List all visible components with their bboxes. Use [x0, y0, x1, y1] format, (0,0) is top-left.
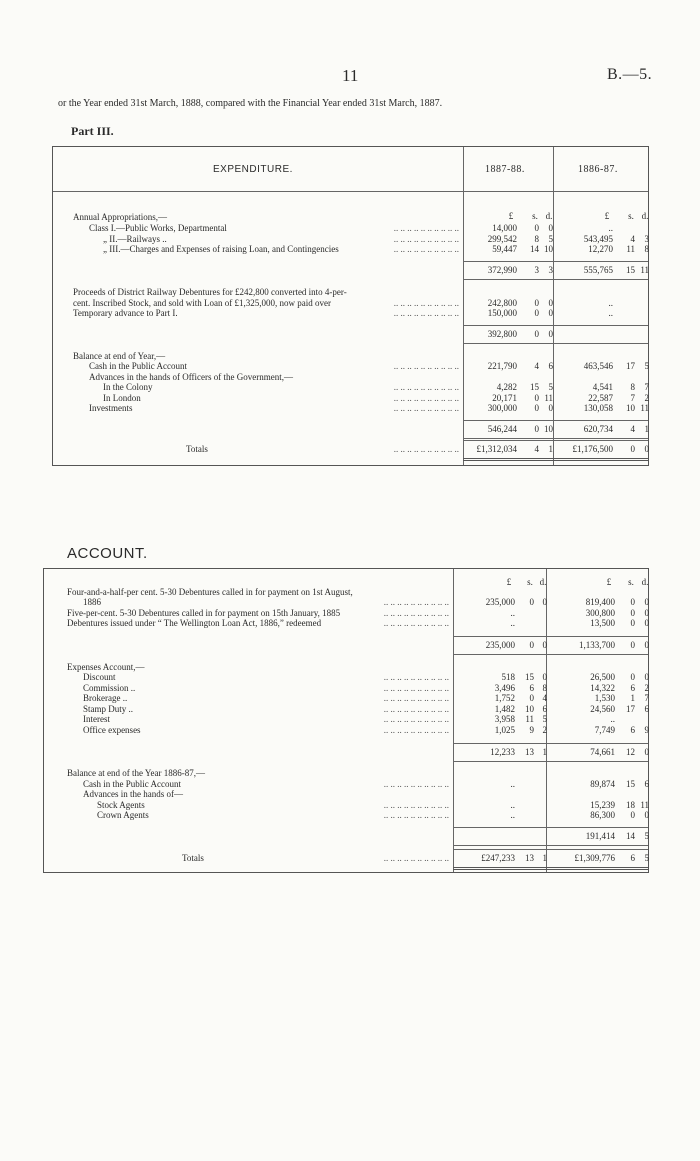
- amount-1886-87-shillings: 6: [630, 683, 635, 693]
- amount-1886-87-pence: 7: [644, 382, 649, 392]
- leader-dots: .. .. .. .. .. .. .. .. .. ..: [393, 223, 459, 233]
- leader-dots: .. .. .. .. .. .. .. .. .. ..: [383, 683, 449, 693]
- row-label: Advances in the hands of—: [83, 789, 183, 799]
- row-label: Debentures issued under “ The Wellington Loan Act, 1886,” redeemed: [67, 618, 322, 628]
- column-1887-88: 1887-88.: [485, 164, 525, 175]
- amount-1886-87-pence: 6: [644, 704, 649, 714]
- amount-1887-88-pounds: 3,496: [494, 683, 515, 693]
- table-row: [53, 361, 648, 372]
- amount-1886-87-pounds: 1,530: [594, 693, 615, 703]
- leader-dots: .. .. .. .. .. .. .. .. .. ..: [393, 444, 459, 454]
- amount-1886-87-shillings: 17: [626, 361, 635, 371]
- row-label: „ III.—Charges and Expenses of raising Loan, and Contingencies: [103, 244, 339, 254]
- table-row: [53, 308, 648, 319]
- leader-dots: .. .. .. .. .. .. .. .. .. ..: [383, 618, 449, 628]
- amount-1887-88-pence: 0: [548, 308, 553, 318]
- unit-label: d.: [641, 211, 649, 221]
- table-row: [44, 714, 648, 725]
- amount-1886-87-shillings: 18: [626, 800, 635, 810]
- amount-1886-87-pence: 11: [640, 800, 649, 810]
- unit-label: d.: [641, 577, 649, 587]
- amount-1886-87-shillings: 0: [630, 810, 635, 820]
- amount-1887-88-shillings: 0: [534, 424, 539, 434]
- amount-1887-88-pence: 8: [542, 683, 547, 693]
- amount-1886-87-shillings: 15: [626, 265, 635, 275]
- amount-1886-87-pounds: ..: [608, 298, 613, 308]
- amount-1886-87-pounds: 74,661: [590, 747, 615, 757]
- amount-1886-87-shillings: 10: [626, 403, 635, 413]
- leader-dots: .. .. .. .. .. .. .. .. .. ..: [393, 298, 459, 308]
- table-row: [44, 810, 648, 821]
- subtotal-rule: [463, 325, 648, 326]
- table-row: [44, 693, 648, 704]
- amount-1886-87-pence: 0: [644, 810, 649, 820]
- row-label: „ II.—Railways ..: [103, 234, 167, 244]
- amount-1886-87-shillings: 15: [626, 779, 635, 789]
- amount-1886-87-pounds: 130,058: [583, 403, 613, 413]
- amount-1887-88-pounds: 518: [501, 672, 515, 682]
- subtotal-rule: [463, 279, 648, 280]
- total-rule: [463, 440, 648, 441]
- amount-1886-87-pence: 0: [644, 747, 649, 757]
- amount-1886-87-pounds: 543,495: [583, 234, 613, 244]
- amount-1887-88-shillings: 0: [534, 223, 539, 233]
- amount-1887-88-shillings: 15: [530, 382, 539, 392]
- amount-1887-88-pence: 0: [542, 640, 547, 650]
- subtotal-row: [53, 265, 648, 276]
- row-label: Stock Agents: [97, 800, 145, 810]
- amount-1887-88-pounds: 3,958: [494, 714, 515, 724]
- amount-1886-87-shillings: 7: [630, 393, 635, 403]
- amount-1886-87-pence: 9: [644, 725, 649, 735]
- row-label: Temporary advance to Part I.: [73, 308, 178, 318]
- row-label: In the Colony: [103, 382, 153, 392]
- amount-1886-87-shillings: 6: [630, 725, 635, 735]
- subtotal-rule: [453, 845, 648, 846]
- amount-1886-87-pence: 5: [644, 853, 649, 863]
- amount-1886-87-pence: 6: [644, 779, 649, 789]
- amount-1886-87-pounds: 13,500: [590, 618, 615, 628]
- subtotal-row: [44, 747, 648, 758]
- amount-1887-88-shillings: 0: [529, 640, 534, 650]
- amount-1887-88-pounds: 235,000: [485, 597, 515, 607]
- row-label: Annual Appropriations,—: [73, 212, 167, 222]
- part-heading: Part III.: [71, 124, 114, 138]
- amount-1887-88-pounds: 546,244: [487, 424, 517, 434]
- subtotal-rule: [463, 438, 648, 439]
- amount-1887-88-pounds: 59,447: [492, 244, 517, 254]
- amount-1887-88-pence: 0: [548, 298, 553, 308]
- leader-dots: .. .. .. .. .. .. .. .. .. ..: [383, 800, 449, 810]
- leader-dots: .. .. .. .. .. .. .. .. .. ..: [383, 779, 449, 789]
- leader-dots: .. .. .. .. .. .. .. .. .. ..: [383, 608, 449, 618]
- row-label: Proceeds of District Railway Debentures for £242,800 converted into 4-per-: [73, 287, 347, 297]
- amount-1887-88-pence: 3: [548, 265, 553, 275]
- amount-1886-87-shillings: 0: [630, 640, 635, 650]
- row-label: Stamp Duty ..: [83, 704, 134, 714]
- leader-dots: .. .. .. .. .. .. .. .. .. ..: [393, 234, 459, 244]
- amount-1886-87-shillings: 11: [626, 244, 635, 254]
- amount-1887-88-shillings: 0: [534, 393, 539, 403]
- amount-1887-88-pounds: 392,800: [487, 329, 517, 339]
- amount-1887-88-pounds: ..: [510, 779, 515, 789]
- leader-dots: .. .. .. .. .. .. .. .. .. ..: [383, 693, 449, 703]
- row-label: Totals: [182, 853, 204, 863]
- expenditure-heading: EXPENDITURE.: [213, 164, 293, 175]
- amount-1886-87-pence: 0: [644, 608, 649, 618]
- amount-1886-87-pence: 11: [640, 265, 649, 275]
- unit-label: s.: [628, 211, 634, 221]
- subtotal-row: [44, 831, 648, 842]
- amount-1886-87-pounds: 26,500: [590, 672, 615, 682]
- amount-1887-88-shillings: 3: [534, 265, 539, 275]
- leader-dots: .. .. .. .. .. .. .. .. .. ..: [393, 361, 459, 371]
- amount-1886-87-shillings: 1: [630, 693, 635, 703]
- subtotal-rule: [453, 743, 648, 744]
- subtotal-row: [53, 329, 648, 340]
- amount-1887-88-pounds: 242,800: [487, 298, 517, 308]
- unit-label: £: [604, 211, 610, 221]
- amount-1886-87-pence: 3: [644, 234, 649, 244]
- row-label: In London: [103, 393, 141, 403]
- amount-1886-87-pounds: 4,541: [592, 382, 613, 392]
- subtotal-rule: [453, 761, 648, 762]
- amount-1886-87-pounds: ..: [608, 308, 613, 318]
- row-label: Brokerage ..: [83, 693, 128, 703]
- amount-1887-88-pence: 0: [548, 223, 553, 233]
- row-label: cent. Inscribed Stock, and sold with Loan of £1,325,000, now paid over: [73, 298, 331, 308]
- amount-1887-88-pence: 11: [544, 393, 553, 403]
- amount-1886-87-pence: 5: [644, 831, 649, 841]
- amount-1886-87-pounds: 191,414: [585, 831, 615, 841]
- row-label: Balance at end of Year,—: [73, 351, 166, 361]
- amount-1887-88-shillings: 0: [529, 693, 534, 703]
- page-number: 11: [342, 66, 359, 85]
- subtotal-rule: [453, 654, 648, 655]
- amount-1887-88-shillings: 0: [534, 298, 539, 308]
- amount-1886-87-pounds: 14,322: [590, 683, 615, 693]
- table-row: [44, 597, 648, 608]
- amount-1887-88-pounds: 150,000: [487, 308, 517, 318]
- table-row: [44, 618, 648, 629]
- row-label: Commission ..: [83, 683, 136, 693]
- amount-1886-87-shillings: 4: [630, 234, 635, 244]
- amount-1887-88-shillings: 15: [525, 672, 534, 682]
- amount-1886-87-pence: 5: [644, 361, 649, 371]
- amount-1886-87-pence: 0: [644, 640, 649, 650]
- amount-1886-87-pence: 0: [644, 672, 649, 682]
- subtotal-rule: [463, 343, 648, 344]
- amount-1886-87-pence: 0: [644, 618, 649, 628]
- amount-1887-88-pounds: ..: [510, 800, 515, 810]
- amount-1887-88-pounds: £247,233: [481, 853, 515, 863]
- amount-1886-87-pounds: ..: [608, 223, 613, 233]
- leader-dots: .. .. .. .. .. .. .. .. .. ..: [393, 308, 459, 318]
- amount-1887-88-pence: 0: [548, 329, 553, 339]
- leader-dots: .. .. .. .. .. .. .. .. .. ..: [393, 244, 459, 254]
- total-rule: [453, 849, 648, 850]
- amount-1887-88-pounds: £1,312,034: [476, 444, 517, 454]
- amount-1887-88-pence: 1: [542, 853, 547, 863]
- leader-dots: .. .. .. .. .. .. .. .. .. ..: [383, 704, 449, 714]
- amount-1887-88-shillings: 9: [529, 725, 534, 735]
- amount-1887-88-shillings: 11: [525, 714, 534, 724]
- unit-label: d.: [539, 577, 547, 587]
- amount-1887-88-pounds: 1,752: [494, 693, 515, 703]
- amount-1887-88-shillings: 10: [525, 704, 534, 714]
- amount-1887-88-pence: 6: [548, 361, 553, 371]
- amount-1886-87-shillings: 12: [626, 747, 635, 757]
- amount-1886-87-shillings: 0: [630, 444, 635, 454]
- leader-dots: .. .. .. .. .. .. .. .. .. ..: [383, 714, 449, 724]
- amount-1887-88-shillings: 4: [534, 444, 539, 454]
- amount-1886-87-shillings: 0: [630, 608, 635, 618]
- amount-1886-87-shillings: 17: [626, 704, 635, 714]
- table-row: [53, 382, 648, 393]
- table-row: [44, 768, 648, 779]
- amount-1887-88-shillings: 14: [530, 244, 539, 254]
- amount-1887-88-pounds: 14,000: [492, 223, 517, 233]
- amount-1887-88-pence: 5: [548, 382, 553, 392]
- amount-1887-88-pounds: 1,025: [494, 725, 515, 735]
- amount-1887-88-pence: 5: [548, 234, 553, 244]
- row-label: Four-and-a-half-per cent. 5-30 Debentures called in for payment on 1st August,: [67, 587, 353, 597]
- amount-1887-88-pounds: 1,482: [494, 704, 515, 714]
- amount-1886-87-shillings: 14: [626, 831, 635, 841]
- table-row: [53, 287, 648, 298]
- amount-1886-87-shillings: 6: [630, 853, 635, 863]
- amount-1887-88-pounds: ..: [510, 618, 515, 628]
- amount-1887-88-pounds: 221,790: [487, 361, 517, 371]
- page-subtitle: or the Year ended 31st March, 1888, compared with the Financial Year ended 31st March, 1887.: [58, 98, 443, 109]
- page-reference: B.—5.: [607, 66, 653, 83]
- amount-1886-87-shillings: 0: [630, 618, 635, 628]
- amount-1887-88-pence: 5: [542, 714, 547, 724]
- amount-1887-88-shillings: 8: [534, 234, 539, 244]
- amount-1886-87-pounds: £1,309,776: [574, 853, 615, 863]
- row-label: Totals: [186, 444, 208, 454]
- amount-1887-88-pounds: 235,000: [485, 640, 515, 650]
- row-label: Cash in the Public Account: [83, 779, 181, 789]
- amount-1886-87-shillings: 8: [630, 382, 635, 392]
- total-double-rule: [453, 867, 648, 870]
- total-double-rule: [463, 458, 648, 461]
- amount-1886-87-pence: 11: [640, 403, 649, 413]
- amount-1887-88-shillings: 4: [534, 361, 539, 371]
- leader-dots: .. .. .. .. .. .. .. .. .. ..: [393, 382, 459, 392]
- amount-1887-88-pounds: 12,233: [490, 747, 515, 757]
- amount-1886-87-pounds: 15,239: [590, 800, 615, 810]
- amount-1886-87-pounds: 555,765: [583, 265, 613, 275]
- amount-1886-87-pounds: 86,300: [590, 810, 615, 820]
- amount-1887-88-pounds: 372,990: [487, 265, 517, 275]
- leader-dots: .. .. .. .. .. .. .. .. .. ..: [383, 672, 449, 682]
- amount-1887-88-shillings: 0: [534, 308, 539, 318]
- amount-1887-88-pounds: ..: [510, 810, 515, 820]
- amount-1887-88-shillings: 0: [534, 329, 539, 339]
- amount-1887-88-pence: 1: [548, 444, 553, 454]
- amount-1887-88-pence: 10: [544, 424, 553, 434]
- leader-dots: .. .. .. .. .. .. .. .. .. ..: [383, 597, 449, 607]
- amount-1886-87-pounds: 300,800: [585, 608, 615, 618]
- amount-1887-88-pounds: 4,282: [496, 382, 517, 392]
- table-row: [44, 672, 648, 683]
- amount-1886-87-pence: 2: [644, 683, 649, 693]
- amount-1887-88-shillings: 0: [534, 403, 539, 413]
- amount-1886-87-pounds: ..: [610, 714, 615, 724]
- amount-1887-88-pence: 4: [542, 693, 547, 703]
- amount-1886-87-pence: 2: [644, 393, 649, 403]
- leader-dots: .. .. .. .. .. .. .. .. .. ..: [393, 393, 459, 403]
- amount-1887-88-pence: 6: [542, 704, 547, 714]
- leader-dots: .. .. .. .. .. .. .. .. .. ..: [383, 725, 449, 735]
- unit-label: £: [506, 577, 512, 587]
- amount-1886-87-shillings: 0: [630, 597, 635, 607]
- amount-1886-87-pounds: 22,587: [588, 393, 613, 403]
- amount-1886-87-pounds: 24,560: [590, 704, 615, 714]
- amount-1887-88-pence: 0: [542, 597, 547, 607]
- row-label: 1886: [83, 597, 101, 607]
- table-row: [53, 244, 648, 255]
- table-row: [53, 212, 648, 223]
- unit-label: s.: [532, 211, 538, 221]
- unit-label: £: [508, 211, 514, 221]
- amount-1886-87-pence: 0: [644, 444, 649, 454]
- row-label: Five-per-cent. 5-30 Debentures called in for payment on 15th January, 1885: [67, 608, 341, 618]
- amount-1886-87-pounds: 463,546: [583, 361, 613, 371]
- amount-1887-88-pounds: 300,000: [487, 403, 517, 413]
- amount-1886-87-pence: 7: [644, 693, 649, 703]
- table-row: [44, 789, 648, 800]
- row-label: Crown Agents: [97, 810, 149, 820]
- amount-1886-87-pence: 8: [644, 244, 649, 254]
- subtotal-rule: [453, 827, 648, 828]
- table-row: [53, 223, 648, 234]
- table-row: [53, 403, 648, 414]
- amount-1887-88-pence: 2: [542, 725, 547, 735]
- subtotal-rule: [453, 636, 648, 637]
- subtotal-row: [44, 640, 648, 651]
- account-table: [43, 568, 649, 873]
- row-label: Discount: [83, 672, 116, 682]
- amount-1887-88-shillings: 13: [525, 747, 534, 757]
- amount-1886-87-pounds: 620,734: [583, 424, 613, 434]
- row-label: Interest: [83, 714, 110, 724]
- expenditure-table: [52, 146, 649, 466]
- row-label: Office expenses: [83, 725, 141, 735]
- amount-1886-87-pounds: £1,176,500: [572, 444, 613, 454]
- amount-1886-87-pounds: 12,270: [588, 244, 613, 254]
- unit-label: s.: [628, 577, 634, 587]
- amount-1886-87-pence: 1: [644, 424, 649, 434]
- amount-1886-87-pounds: 7,749: [594, 725, 615, 735]
- amount-1887-88-shillings: 0: [529, 597, 534, 607]
- row-label: Balance at end of the Year 1886-87,—: [67, 768, 205, 778]
- amount-1886-87-pounds: 819,400: [585, 597, 615, 607]
- row-label: Expenses Account,—: [67, 662, 145, 672]
- amount-1886-87-pence: 0: [644, 597, 649, 607]
- account-heading: ACCOUNT.: [67, 545, 148, 562]
- amount-1887-88-pounds: 299,542: [487, 234, 517, 244]
- amount-1887-88-pounds: 20,171: [492, 393, 517, 403]
- row-label: Class I.—Public Works, Departmental: [89, 223, 227, 233]
- amount-1886-87-pounds: 1,133,700: [579, 640, 615, 650]
- amount-1887-88-pence: 0: [542, 672, 547, 682]
- row-label: Investments: [89, 403, 133, 413]
- amount-1887-88-pence: 10: [544, 244, 553, 254]
- unit-label: d.: [545, 211, 553, 221]
- amount-1887-88-shillings: 13: [525, 853, 534, 863]
- row-label: Cash in the Public Account: [89, 361, 187, 371]
- leader-dots: .. .. .. .. .. .. .. .. .. ..: [383, 810, 449, 820]
- leader-dots: .. .. .. .. .. .. .. .. .. ..: [393, 403, 459, 413]
- unit-label: £: [606, 577, 612, 587]
- totals-row: [53, 444, 648, 455]
- subtotal-rule: [463, 420, 648, 421]
- totals-row: [44, 853, 648, 864]
- unit-label: s.: [527, 577, 533, 587]
- subtotal-row: [53, 424, 648, 435]
- amount-1887-88-pounds: ..: [510, 608, 515, 618]
- amount-1886-87-shillings: 4: [630, 424, 635, 434]
- amount-1887-88-shillings: 6: [529, 683, 534, 693]
- row-label: Advances in the hands of Officers of the Government,—: [89, 372, 294, 382]
- amount-1887-88-pence: 1: [542, 747, 547, 757]
- column-1886-87: 1886-87.: [578, 164, 618, 175]
- amount-1886-87-pounds: 89,874: [590, 779, 615, 789]
- table-row: [44, 725, 648, 736]
- amount-1886-87-shillings: 0: [630, 672, 635, 682]
- amount-1887-88-pence: 0: [548, 403, 553, 413]
- leader-dots: .. .. .. .. .. .. .. .. .. ..: [383, 853, 449, 863]
- subtotal-rule: [463, 261, 648, 262]
